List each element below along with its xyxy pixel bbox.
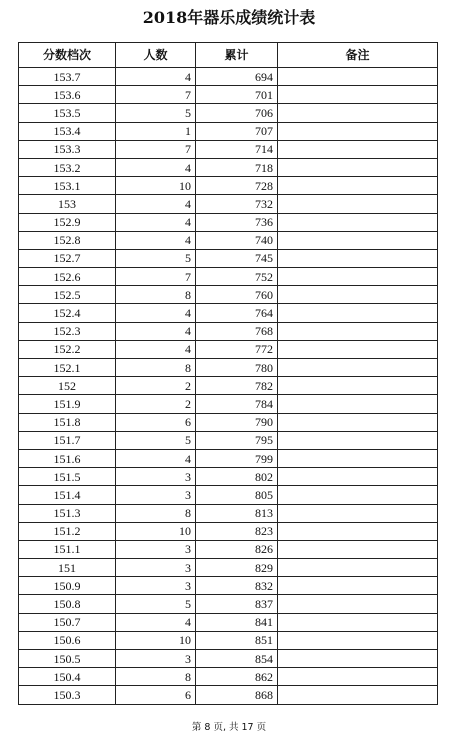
table-row xyxy=(19,449,438,467)
cell-count: 7 xyxy=(116,86,196,104)
table-row xyxy=(19,140,438,158)
cell-score: 151.2 xyxy=(19,522,116,540)
cell-note xyxy=(278,540,438,558)
cell-count: 1 xyxy=(116,122,196,140)
cell-count: 5 xyxy=(116,104,196,122)
cell-count: 8 xyxy=(116,504,196,522)
cell-cumulative: 823 xyxy=(196,522,278,540)
cell-cumulative: 732 xyxy=(196,195,278,213)
cell-count: 5 xyxy=(116,595,196,613)
table-row xyxy=(19,286,438,304)
table-row xyxy=(19,595,438,613)
table-row xyxy=(19,668,438,686)
cell-cumulative: 851 xyxy=(196,631,278,649)
cell-count: 3 xyxy=(116,468,196,486)
cell-note xyxy=(278,68,438,86)
cell-note xyxy=(278,686,438,704)
cell-score: 152.6 xyxy=(19,268,116,286)
cell-score: 152.2 xyxy=(19,340,116,358)
cell-cumulative: 826 xyxy=(196,540,278,558)
cell-score: 151.8 xyxy=(19,413,116,431)
cell-cumulative: 694 xyxy=(196,68,278,86)
cell-score: 153.3 xyxy=(19,140,116,158)
header-cumulative: 累计 xyxy=(196,43,278,68)
cell-cumulative: 728 xyxy=(196,177,278,195)
cell-score: 152 xyxy=(19,377,116,395)
table-row xyxy=(19,340,438,358)
cell-cumulative: 736 xyxy=(196,213,278,231)
cell-note xyxy=(278,140,438,158)
table-row xyxy=(19,359,438,377)
table-row xyxy=(19,68,438,86)
cell-cumulative: 795 xyxy=(196,431,278,449)
cell-note xyxy=(278,631,438,649)
cell-score: 152.4 xyxy=(19,304,116,322)
cell-note xyxy=(278,504,438,522)
cell-score: 153 xyxy=(19,195,116,213)
cell-note xyxy=(278,268,438,286)
table-row xyxy=(19,377,438,395)
cell-note xyxy=(278,340,438,358)
cell-cumulative: 837 xyxy=(196,595,278,613)
cell-cumulative: 790 xyxy=(196,413,278,431)
table-row xyxy=(19,122,438,140)
cell-note xyxy=(278,86,438,104)
cell-note xyxy=(278,104,438,122)
cell-score: 153.5 xyxy=(19,104,116,122)
cell-score: 150.3 xyxy=(19,686,116,704)
cell-cumulative: 802 xyxy=(196,468,278,486)
cell-note xyxy=(278,377,438,395)
cell-cumulative: 832 xyxy=(196,577,278,595)
table-row xyxy=(19,413,438,431)
cell-note xyxy=(278,595,438,613)
cell-count: 4 xyxy=(116,613,196,631)
cell-note xyxy=(278,522,438,540)
cell-count: 2 xyxy=(116,395,196,413)
cell-note xyxy=(278,468,438,486)
table-row xyxy=(19,686,438,704)
cell-count: 3 xyxy=(116,559,196,577)
cell-note xyxy=(278,213,438,231)
cell-count: 4 xyxy=(116,304,196,322)
table-row xyxy=(19,177,438,195)
cell-note xyxy=(278,395,438,413)
cell-count: 5 xyxy=(116,431,196,449)
cell-note xyxy=(278,359,438,377)
table-row xyxy=(19,631,438,649)
cell-score: 150.6 xyxy=(19,631,116,649)
cell-score: 151.3 xyxy=(19,504,116,522)
table-row xyxy=(19,249,438,267)
cell-cumulative: 768 xyxy=(196,322,278,340)
cell-cumulative: 760 xyxy=(196,286,278,304)
cell-count: 4 xyxy=(116,213,196,231)
cell-note xyxy=(278,431,438,449)
table-body xyxy=(19,68,438,705)
cell-note xyxy=(278,559,438,577)
cell-count: 7 xyxy=(116,140,196,158)
cell-cumulative: 764 xyxy=(196,304,278,322)
cell-cumulative: 782 xyxy=(196,377,278,395)
cell-score: 150.4 xyxy=(19,668,116,686)
cell-score: 151.1 xyxy=(19,540,116,558)
cell-count: 4 xyxy=(116,68,196,86)
cell-note xyxy=(278,668,438,686)
table-row xyxy=(19,231,438,249)
cell-score: 153.6 xyxy=(19,86,116,104)
table-row xyxy=(19,158,438,176)
cell-note xyxy=(278,304,438,322)
cell-score: 150.9 xyxy=(19,577,116,595)
cell-cumulative: 780 xyxy=(196,359,278,377)
table-row xyxy=(19,104,438,122)
cell-score: 150.8 xyxy=(19,595,116,613)
table-row xyxy=(19,322,438,340)
cell-count: 4 xyxy=(116,158,196,176)
cell-count: 4 xyxy=(116,195,196,213)
cell-score: 151 xyxy=(19,559,116,577)
table-row xyxy=(19,268,438,286)
header-note: 备注 xyxy=(278,43,438,68)
cell-note xyxy=(278,195,438,213)
cell-score: 153.2 xyxy=(19,158,116,176)
cell-cumulative: 868 xyxy=(196,686,278,704)
table-row xyxy=(19,213,438,231)
table-row xyxy=(19,559,438,577)
cell-count: 8 xyxy=(116,286,196,304)
cell-note xyxy=(278,650,438,668)
cell-score: 153.4 xyxy=(19,122,116,140)
table-row xyxy=(19,540,438,558)
cell-cumulative: 772 xyxy=(196,340,278,358)
cell-cumulative: 854 xyxy=(196,650,278,668)
cell-count: 8 xyxy=(116,668,196,686)
cell-cumulative: 813 xyxy=(196,504,278,522)
table-row xyxy=(19,522,438,540)
cell-count: 3 xyxy=(116,540,196,558)
cell-count: 4 xyxy=(116,322,196,340)
cell-score: 151.7 xyxy=(19,431,116,449)
table-row xyxy=(19,468,438,486)
cell-count: 6 xyxy=(116,686,196,704)
cell-count: 8 xyxy=(116,359,196,377)
cell-count: 3 xyxy=(116,650,196,668)
cell-note xyxy=(278,449,438,467)
cell-count: 7 xyxy=(116,268,196,286)
cell-count: 4 xyxy=(116,340,196,358)
cell-cumulative: 862 xyxy=(196,668,278,686)
table-row xyxy=(19,195,438,213)
cell-count: 6 xyxy=(116,413,196,431)
cell-note xyxy=(278,322,438,340)
cell-note xyxy=(278,486,438,504)
cell-cumulative: 740 xyxy=(196,231,278,249)
table-row xyxy=(19,650,438,668)
cell-cumulative: 707 xyxy=(196,122,278,140)
cell-cumulative: 706 xyxy=(196,104,278,122)
cell-note xyxy=(278,613,438,631)
cell-count: 10 xyxy=(116,631,196,649)
page-footer: 第 8 页, 共 17 页 xyxy=(191,722,267,733)
cell-cumulative: 752 xyxy=(196,268,278,286)
table-row xyxy=(19,304,438,322)
cell-score: 151.9 xyxy=(19,395,116,413)
cell-score: 152.5 xyxy=(19,286,116,304)
table-row xyxy=(19,431,438,449)
cell-cumulative: 701 xyxy=(196,86,278,104)
cell-cumulative: 784 xyxy=(196,395,278,413)
cell-count: 2 xyxy=(116,377,196,395)
cell-score: 150.5 xyxy=(19,650,116,668)
cell-score: 151.5 xyxy=(19,468,116,486)
cell-note xyxy=(278,231,438,249)
cell-note xyxy=(278,177,438,195)
table-header-row xyxy=(19,43,438,68)
cell-note xyxy=(278,122,438,140)
cell-cumulative: 841 xyxy=(196,613,278,631)
cell-score: 152.9 xyxy=(19,213,116,231)
table-row xyxy=(19,577,438,595)
cell-cumulative: 745 xyxy=(196,249,278,267)
cell-note xyxy=(278,158,438,176)
cell-cumulative: 799 xyxy=(196,449,278,467)
cell-count: 3 xyxy=(116,577,196,595)
cell-note xyxy=(278,413,438,431)
cell-score: 153.1 xyxy=(19,177,116,195)
score-statistics-table xyxy=(18,42,438,705)
cell-count: 10 xyxy=(116,522,196,540)
cell-count: 10 xyxy=(116,177,196,195)
cell-score: 150.7 xyxy=(19,613,116,631)
cell-count: 5 xyxy=(116,249,196,267)
table-row xyxy=(19,504,438,522)
table-row xyxy=(19,486,438,504)
cell-score: 152.3 xyxy=(19,322,116,340)
cell-count: 4 xyxy=(116,231,196,249)
cell-score: 152.1 xyxy=(19,359,116,377)
page-title: 2018年器乐成绩统计表 xyxy=(142,8,316,27)
cell-count: 4 xyxy=(116,449,196,467)
table-row xyxy=(19,86,438,104)
cell-cumulative: 714 xyxy=(196,140,278,158)
header-score: 分数档次 xyxy=(19,43,116,68)
cell-count: 3 xyxy=(116,486,196,504)
cell-score: 152.8 xyxy=(19,231,116,249)
cell-score: 151.4 xyxy=(19,486,116,504)
cell-cumulative: 718 xyxy=(196,158,278,176)
table-row xyxy=(19,613,438,631)
cell-score: 153.7 xyxy=(19,68,116,86)
cell-score: 152.7 xyxy=(19,249,116,267)
cell-cumulative: 829 xyxy=(196,559,278,577)
header-count: 人数 xyxy=(116,43,196,68)
cell-note xyxy=(278,249,438,267)
cell-note xyxy=(278,286,438,304)
cell-score: 151.6 xyxy=(19,449,116,467)
cell-cumulative: 805 xyxy=(196,486,278,504)
table-row xyxy=(19,395,438,413)
cell-note xyxy=(278,577,438,595)
